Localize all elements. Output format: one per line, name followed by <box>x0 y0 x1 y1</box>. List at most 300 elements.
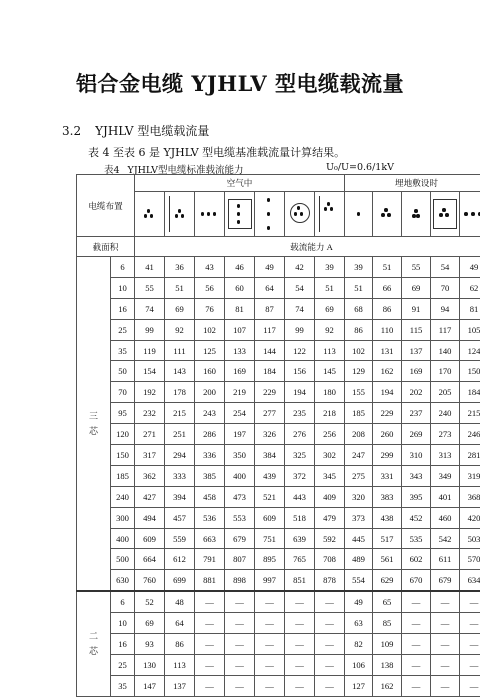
capacity-cell: 162 <box>373 675 402 696</box>
capacity-cell: 438 <box>373 507 402 528</box>
voltage-rating: U₀/U=0.6/1kV <box>326 162 394 173</box>
header-air: 空气中 <box>135 175 345 192</box>
capacity-cell: 362 <box>135 465 165 486</box>
capacity-cell: 629 <box>373 570 402 591</box>
capacity-cell: 178 <box>165 382 195 403</box>
capacity-cell: 41 <box>135 257 165 278</box>
capacity-cell: — <box>460 613 480 634</box>
table-row <box>77 528 480 549</box>
capacity-cell: — <box>431 654 460 675</box>
table-row <box>77 361 480 382</box>
capacity-cell: 611 <box>431 549 460 570</box>
layout-icon-cell <box>165 192 195 237</box>
capacity-cell: 122 <box>285 340 315 361</box>
capacity-cell: — <box>195 613 225 634</box>
capacity-cell: 276 <box>285 424 315 445</box>
capacity-cell: 559 <box>165 528 195 549</box>
three-trefoil-icon <box>137 194 163 234</box>
capacity-cell: 395 <box>402 486 431 507</box>
capacity-cell: 246 <box>460 424 480 445</box>
capacity-cell: 208 <box>345 424 373 445</box>
capacity-cell: 150 <box>460 361 480 382</box>
capacity-cell: 70 <box>431 277 460 298</box>
capacity-cell: 409 <box>315 486 345 507</box>
capacity-cell: 602 <box>402 549 431 570</box>
section-area-cell: 70 <box>111 382 135 403</box>
table-row <box>77 424 480 445</box>
capacity-cell: 639 <box>285 528 315 549</box>
capacity-cell: 881 <box>195 570 225 591</box>
capacity-cell: 553 <box>225 507 255 528</box>
capacity-cell: — <box>285 634 315 655</box>
section-area-cell: 10 <box>111 277 135 298</box>
capacity-cell: 350 <box>225 445 255 466</box>
capacity-cell: 503 <box>460 528 480 549</box>
table-row <box>77 549 480 570</box>
layout-icon-cell <box>255 192 285 237</box>
capacity-cell: — <box>402 591 431 612</box>
capacity-cell: 113 <box>165 654 195 675</box>
capacity-cell: 479 <box>315 507 345 528</box>
capacity-cell: 48 <box>165 591 195 612</box>
buried-small-trefoil-icon <box>403 194 429 234</box>
capacity-cell: 62 <box>460 277 480 298</box>
capacity-cell: 160 <box>195 361 225 382</box>
capacity-cell: 111 <box>165 340 195 361</box>
capacity-cell: — <box>402 613 431 634</box>
capacity-cell: — <box>431 613 460 634</box>
capacity-cell: 180 <box>315 382 345 403</box>
table-label: 表4 <box>104 165 120 176</box>
capacity-cell: 184 <box>460 382 480 403</box>
capacity-cell: — <box>402 634 431 655</box>
capacity-cell: 99 <box>285 319 315 340</box>
section-area-cell: 185 <box>111 465 135 486</box>
table-row <box>77 570 480 591</box>
capacity-cell: 129 <box>345 361 373 382</box>
capacity-cell: 170 <box>431 361 460 382</box>
capacity-cell: 51 <box>373 257 402 278</box>
capacity-cell: 439 <box>255 465 285 486</box>
section-heading <box>62 122 209 139</box>
capacity-cell: 39 <box>315 257 345 278</box>
capacity-cell: 156 <box>285 361 315 382</box>
capacity-cell: 521 <box>255 486 285 507</box>
capacity-cell: 427 <box>135 486 165 507</box>
capacity-cell: 192 <box>135 382 165 403</box>
capacity-cell: 229 <box>373 403 402 424</box>
capacity-cell: 69 <box>135 613 165 634</box>
capacity-cell: 898 <box>225 570 255 591</box>
layout-icon-cell <box>225 192 255 237</box>
capacity-cell: 119 <box>135 340 165 361</box>
capacity-cell: 56 <box>195 277 225 298</box>
capacity-cell: 517 <box>373 528 402 549</box>
header-ground: 埋地敷设时 <box>345 175 480 192</box>
table-row <box>77 507 480 528</box>
table-row <box>77 257 480 278</box>
capacity-cell: 113 <box>315 340 345 361</box>
capacity-cell: 202 <box>402 382 431 403</box>
section-area-cell: 500 <box>111 549 135 570</box>
capacity-cell: 760 <box>135 570 165 591</box>
capacity-cell: 46 <box>225 257 255 278</box>
capacity-cell: 52 <box>135 591 165 612</box>
capacity-cell: — <box>431 591 460 612</box>
capacity-cell: — <box>225 675 255 696</box>
capacity-cell: 373 <box>345 507 373 528</box>
layout-icon-cell <box>315 192 345 237</box>
capacity-cell: 240 <box>431 403 460 424</box>
three-in-box-icon <box>167 194 193 234</box>
capacity-cell: 277 <box>255 403 285 424</box>
capacity-cell: 664 <box>135 549 165 570</box>
capacity-cell: — <box>195 634 225 655</box>
capacity-cell: — <box>195 675 225 696</box>
capacity-cell: 51 <box>345 277 373 298</box>
table-row <box>77 340 480 361</box>
capacity-cell: 325 <box>285 445 315 466</box>
section-area-cell: 50 <box>111 361 135 382</box>
capacity-cell: 273 <box>431 424 460 445</box>
trefoil-cluster-icon <box>317 194 343 234</box>
capacity-cell: — <box>255 591 285 612</box>
capacity-cell: — <box>195 654 225 675</box>
three-flat-icon <box>197 194 223 234</box>
group-two-core: 二 芯 <box>77 591 111 696</box>
capacity-cell: 345 <box>315 465 345 486</box>
capacity-cell: 851 <box>285 570 315 591</box>
capacity-cell: 679 <box>431 570 460 591</box>
capacity-cell: — <box>460 675 480 696</box>
table-row <box>77 486 480 507</box>
capacity-cell: 294 <box>165 445 195 466</box>
capacity-cell: 320 <box>345 486 373 507</box>
table-caption-text: YJHLV型电缆标准载流能力 <box>128 165 244 176</box>
capacity-cell: 169 <box>225 361 255 382</box>
capacity-cell: — <box>285 591 315 612</box>
capacity-cell: — <box>225 654 255 675</box>
capacity-cell: 87 <box>255 298 285 319</box>
capacity-cell: — <box>255 654 285 675</box>
capacity-cell: — <box>460 654 480 675</box>
section-area-cell: 16 <box>111 298 135 319</box>
capacity-cell: 66 <box>373 277 402 298</box>
capacity-cell: 254 <box>225 403 255 424</box>
capacity-cell: 60 <box>225 277 255 298</box>
three-vertical-icon <box>227 194 253 234</box>
capacity-cell: 109 <box>373 634 402 655</box>
capacity-cell: 194 <box>285 382 315 403</box>
capacity-cell: 400 <box>225 465 255 486</box>
capacity-cell: 93 <box>135 634 165 655</box>
capacity-cell: 43 <box>195 257 225 278</box>
capacity-cell: 64 <box>165 613 195 634</box>
capacity-cell: 383 <box>373 486 402 507</box>
buried-boxed-trefoil-icon <box>432 194 458 234</box>
capacity-cell: 68 <box>345 298 373 319</box>
description-text: 表 4 至表 6 是 YJHLV 型电缆基准载流量计算结果。 <box>88 144 345 160</box>
section-area-cell: 400 <box>111 528 135 549</box>
capacity-cell: — <box>195 591 225 612</box>
capacity-cell: 232 <box>135 403 165 424</box>
capacity-cell: — <box>315 613 345 634</box>
section-area-cell: 150 <box>111 445 135 466</box>
capacity-cell: 54 <box>285 277 315 298</box>
capacity-cell: — <box>315 634 345 655</box>
table-row <box>77 654 480 675</box>
capacity-cell: 200 <box>195 382 225 403</box>
capacity-cell: 489 <box>345 549 373 570</box>
capacity-cell: — <box>225 634 255 655</box>
capacity-table <box>76 174 480 697</box>
section-area-cell: 35 <box>111 340 135 361</box>
section-area-cell: 16 <box>111 634 135 655</box>
capacity-cell: 561 <box>373 549 402 570</box>
capacity-cell: 133 <box>225 340 255 361</box>
capacity-cell: 99 <box>135 319 165 340</box>
capacity-cell: — <box>255 634 285 655</box>
capacity-cell: 76 <box>195 298 225 319</box>
capacity-cell: 91 <box>402 298 431 319</box>
capacity-cell: 609 <box>255 507 285 528</box>
capacity-cell: 102 <box>195 319 225 340</box>
capacity-cell: — <box>315 591 345 612</box>
buried-flat-icon <box>461 194 480 234</box>
capacity-cell: — <box>402 654 431 675</box>
section-area-cell: 300 <box>111 507 135 528</box>
capacity-cell: 117 <box>431 319 460 340</box>
capacity-cell: — <box>255 613 285 634</box>
header-layout: 电缆布置 <box>77 175 135 237</box>
layout-icon-cell <box>431 192 460 237</box>
capacity-cell: 144 <box>255 340 285 361</box>
capacity-cell: 592 <box>315 528 345 549</box>
capacity-cell: 460 <box>431 507 460 528</box>
capacity-cell: 331 <box>373 465 402 486</box>
table-row <box>77 613 480 634</box>
capacity-cell: 92 <box>315 319 345 340</box>
buried-trefoil-icon <box>374 194 400 234</box>
capacity-cell: 473 <box>225 486 255 507</box>
page-title: 铝合金电缆 YJHLV 型电缆载流量 <box>0 68 480 98</box>
layout-icon-cell <box>345 192 373 237</box>
layout-icon-cell <box>195 192 225 237</box>
capacity-cell: — <box>402 675 431 696</box>
capacity-cell: 137 <box>165 675 195 696</box>
capacity-cell: 105 <box>460 319 480 340</box>
capacity-cell: 319 <box>460 465 480 486</box>
capacity-cell: 385 <box>195 465 225 486</box>
table-row <box>77 445 480 466</box>
buried-single-icon <box>346 194 372 234</box>
capacity-cell: 313 <box>431 445 460 466</box>
table-row <box>77 382 480 403</box>
layout-icon-cell <box>373 192 402 237</box>
capacity-cell: 997 <box>255 570 285 591</box>
layout-icon-cell <box>460 192 480 237</box>
capacity-cell: 55 <box>135 277 165 298</box>
section-area-cell: 120 <box>111 424 135 445</box>
capacity-cell: 54 <box>431 257 460 278</box>
capacity-cell: 384 <box>255 445 285 466</box>
capacity-cell: 494 <box>135 507 165 528</box>
capacity-cell: 536 <box>195 507 225 528</box>
section-area-cell: 240 <box>111 486 135 507</box>
capacity-cell: 36 <box>165 257 195 278</box>
layout-icon-cell <box>285 192 315 237</box>
capacity-cell: 326 <box>255 424 285 445</box>
capacity-cell: 145 <box>315 361 345 382</box>
group-three-core: 三 芯 <box>77 257 111 592</box>
capacity-cell: 349 <box>431 465 460 486</box>
capacity-cell: 286 <box>195 424 225 445</box>
capacity-cell: 86 <box>345 319 373 340</box>
capacity-cell: 92 <box>165 319 195 340</box>
capacity-cell: 420 <box>460 507 480 528</box>
capacity-cell: 372 <box>285 465 315 486</box>
capacity-cell: 194 <box>373 382 402 403</box>
capacity-cell: 147 <box>135 675 165 696</box>
capacity-cell: 140 <box>431 340 460 361</box>
capacity-cell: 256 <box>315 424 345 445</box>
capacity-cell: 107 <box>225 319 255 340</box>
capacity-cell: 69 <box>315 298 345 319</box>
section-area-cell: 35 <box>111 675 135 696</box>
capacity-cell: 49 <box>460 257 480 278</box>
capacity-cell: 765 <box>285 549 315 570</box>
capacity-cell: 243 <box>195 403 225 424</box>
capacity-cell: 218 <box>315 403 345 424</box>
capacity-cell: 269 <box>402 424 431 445</box>
table-row <box>77 319 480 340</box>
capacity-cell: 184 <box>255 361 285 382</box>
capacity-cell: 310 <box>402 445 431 466</box>
capacity-cell: 401 <box>431 486 460 507</box>
capacity-cell: 138 <box>373 654 402 675</box>
capacity-cell: 612 <box>165 549 195 570</box>
capacity-cell: 634 <box>460 570 480 591</box>
capacity-cell: 878 <box>315 570 345 591</box>
capacity-cell: — <box>460 591 480 612</box>
capacity-cell: — <box>460 634 480 655</box>
capacity-cell: 343 <box>402 465 431 486</box>
capacity-cell: — <box>225 613 255 634</box>
capacity-cell: 333 <box>165 465 195 486</box>
capacity-cell: 42 <box>285 257 315 278</box>
capacity-cell: 49 <box>255 257 285 278</box>
capacity-cell: 235 <box>285 403 315 424</box>
capacity-cell: 65 <box>373 591 402 612</box>
capacity-cell: 154 <box>135 361 165 382</box>
capacity-cell: 115 <box>402 319 431 340</box>
table-row <box>77 591 480 612</box>
capacity-cell: 275 <box>345 465 373 486</box>
section-area-cell: 25 <box>111 654 135 675</box>
capacity-cell: 106 <box>345 654 373 675</box>
capacity-cell: 162 <box>373 361 402 382</box>
capacity-cell: 570 <box>460 549 480 570</box>
capacity-cell: 535 <box>402 528 431 549</box>
capacity-cell: 336 <box>195 445 225 466</box>
capacity-cell: 117 <box>255 319 285 340</box>
capacity-cell: 302 <box>315 445 345 466</box>
capacity-cell: 131 <box>373 340 402 361</box>
header-capacity: 载流能力 A <box>135 237 480 257</box>
capacity-cell: 86 <box>373 298 402 319</box>
layout-icon-cell <box>402 192 431 237</box>
layout-icon-cell <box>135 192 165 237</box>
capacity-cell: 679 <box>225 528 255 549</box>
capacity-cell: — <box>315 675 345 696</box>
capacity-cell: 215 <box>460 403 480 424</box>
capacity-cell: 94 <box>431 298 460 319</box>
header-section: 截面积 <box>77 237 135 257</box>
capacity-cell: 137 <box>402 340 431 361</box>
table-row <box>77 675 480 696</box>
capacity-cell: 699 <box>165 570 195 591</box>
capacity-cell: 185 <box>345 403 373 424</box>
section-number: 3.2 <box>62 124 81 138</box>
capacity-cell: 317 <box>135 445 165 466</box>
capacity-cell: 807 <box>225 549 255 570</box>
capacity-cell: 394 <box>165 486 195 507</box>
capacity-cell: 542 <box>431 528 460 549</box>
capacity-cell: 127 <box>345 675 373 696</box>
capacity-cell: — <box>285 675 315 696</box>
table-row <box>77 403 480 424</box>
capacity-cell: 110 <box>373 319 402 340</box>
capacity-cell: 237 <box>402 403 431 424</box>
capacity-cell: 74 <box>285 298 315 319</box>
capacity-cell: 609 <box>135 528 165 549</box>
capacity-cell: 751 <box>255 528 285 549</box>
capacity-cell: 102 <box>345 340 373 361</box>
capacity-cell: 251 <box>165 424 195 445</box>
capacity-cell: 205 <box>431 382 460 403</box>
capacity-cell: — <box>285 654 315 675</box>
capacity-cell: 895 <box>255 549 285 570</box>
table-row <box>77 277 480 298</box>
capacity-cell: 51 <box>315 277 345 298</box>
capacity-cell: 457 <box>165 507 195 528</box>
capacity-cell: 155 <box>345 382 373 403</box>
capacity-cell: 69 <box>402 277 431 298</box>
section-title: YJHLV 型电缆载流量 <box>95 124 209 138</box>
table-row <box>77 634 480 655</box>
capacity-cell: 82 <box>345 634 373 655</box>
capacity-cell: 86 <box>165 634 195 655</box>
capacity-cell: 169 <box>402 361 431 382</box>
section-area-cell: 95 <box>111 403 135 424</box>
capacity-cell: 247 <box>345 445 373 466</box>
capacity-cell: 458 <box>195 486 225 507</box>
capacity-cell: 124 <box>460 340 480 361</box>
capacity-cell: 708 <box>315 549 345 570</box>
capacity-cell: 229 <box>255 382 285 403</box>
capacity-cell: 85 <box>373 613 402 634</box>
capacity-cell: 299 <box>373 445 402 466</box>
capacity-cell: 260 <box>373 424 402 445</box>
capacity-cell: 791 <box>195 549 225 570</box>
section-area-cell: 630 <box>111 570 135 591</box>
three-vertical-spaced-icon <box>257 194 283 234</box>
capacity-cell: 143 <box>165 361 195 382</box>
capacity-cell: 554 <box>345 570 373 591</box>
capacity-cell: 281 <box>460 445 480 466</box>
capacity-cell: 670 <box>402 570 431 591</box>
capacity-cell: — <box>225 591 255 612</box>
